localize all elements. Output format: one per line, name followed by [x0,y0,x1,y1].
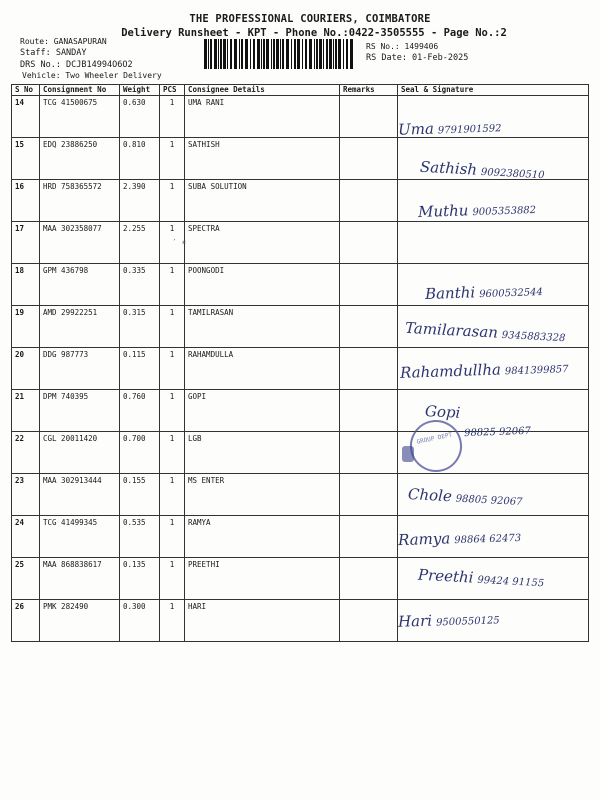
barcode-bar [250,39,251,69]
cell-consignee: PREETHI [185,558,340,600]
cell-remarks [340,264,398,306]
column-header: Seal & Signature [398,85,589,96]
cell-consignee: SUBA SOLUTION [185,180,340,222]
cell-sn: 22 [12,432,40,474]
signature-name: Muthu [417,201,469,222]
barcode-bar [220,39,222,69]
cell-sn: 21 [12,390,40,432]
cell-remarks [340,138,398,180]
cell-consignment: GPM 436798 [40,264,120,306]
cell-weight: 0.315 [120,306,160,348]
barcode-bar [346,39,348,69]
cell-consignee: UMA RANI [185,96,340,138]
table-header-row [12,85,589,96]
cell-consignee: SATHISH [185,138,340,180]
signature-name: Preethi [417,565,474,587]
barcode-bar [333,39,334,69]
barcode-bar [329,39,332,69]
cell-remarks [340,348,398,390]
delivery-stamp: GROUP DEPT [405,415,467,477]
cell-consignment: DDG 987773 [40,348,120,390]
signature-name: Rahamdullha [399,360,502,382]
barcode-bar [253,39,255,69]
cell-weight: 0.630 [120,96,160,138]
cell-pcs: 1 [160,474,185,516]
barcode-bar [230,39,232,69]
cell-pcs: 1 [160,348,185,390]
vehicle-label: Vehicle: Two Wheeler Delivery [22,71,162,80]
signature-name: Gopi [424,401,461,422]
signature-name: Sathish [419,157,478,179]
column-header: PCS [160,85,185,96]
barcode-bar [302,39,303,69]
barcode-bar [239,39,240,69]
signature-phone: 9600532544 [479,286,544,301]
barcode-bar [314,39,315,69]
signature-phone: 9092380510 [480,166,545,182]
barcode-bar [204,39,207,69]
cell-weight: 2.390 [120,180,160,222]
cell-weight: 0.115 [120,348,160,390]
rs-date: RS Date: 01-Feb-2025 [366,53,469,63]
signature [398,608,500,631]
cell-pcs: 1 [160,222,185,264]
table-row [12,600,589,642]
barcode-bar [291,39,292,69]
pen-marks: ′ ∗ [172,238,187,247]
signature-phone: 9791901592 [437,123,502,137]
cell-consignee: TAMILRASAN [185,306,340,348]
rs-number: RS No.: 1499406 [366,42,439,51]
cell-remarks [340,432,398,474]
table-row [12,96,589,138]
barcode-bar [335,39,337,69]
staff-label: Staff: SANDAY [20,48,87,58]
cell-weight: 0.535 [120,516,160,558]
barcode-bar [271,39,272,69]
cell-weight: 0.155 [120,474,160,516]
cell-pcs: 1 [160,516,185,558]
cell-pcs: 1 [160,306,185,348]
barcode-bar [227,39,228,69]
stamp-smudge [402,446,414,462]
cell-sn: 14 [12,96,40,138]
barcode-bar [263,39,265,69]
cell-sn: 23 [12,474,40,516]
cell-consignee: SPECTRA [185,222,340,264]
barcode-bar [282,39,284,69]
table-row [12,222,589,264]
cell-sn: 26 [12,600,40,642]
cell-remarks [340,96,398,138]
barcode-bar [326,39,328,69]
barcode-bar [257,39,260,69]
signature-name: Banthi [424,283,476,304]
cell-consignment: MAA 868838617 [40,558,120,600]
cell-pcs: 1 [160,96,185,138]
cell-sn: 20 [12,348,40,390]
cell-remarks [340,306,398,348]
cell-remarks [340,600,398,642]
route-label: Route: GANASAPURAN [20,37,107,46]
signature [0,0,4,19]
signature-name: Tamilarasan [404,318,499,342]
barcode-bar [261,39,262,69]
barcode-bar [343,39,344,69]
page-subtitle: Delivery Runsheet - KPT - Phone No.:0422-3505555 - Page No.:2 [121,27,507,39]
barcode-bar [316,39,318,69]
cell-weight: 2.255 [120,222,160,264]
signature-phone: 99424 91155 [477,574,545,590]
cell-pcs: 1 [160,180,185,222]
drs-number: DRS No.: DCJB14994O6O2 [20,60,133,70]
cell-remarks [340,516,398,558]
signature-name: Hari [397,611,433,631]
cell-consignment: MAA 302913444 [40,474,120,516]
cell-consignee: RAHAMDULLA [185,348,340,390]
barcode-bar [338,39,341,69]
column-header: Consignee Details [185,85,340,96]
cell-consignee: POONGODI [185,264,340,306]
cell-weight: 0.335 [120,264,160,306]
barcode-bar [280,39,281,69]
signature [398,116,502,139]
barcode-bar [294,39,296,69]
cell-consignment: PMK 282490 [40,600,120,642]
cell-consignee: GOPI [185,390,340,432]
signature-phone: 9841399857 [504,364,569,378]
cell-sn: 16 [12,180,40,222]
barcode-bar [241,39,243,69]
signature-phone: 9345883328 [501,329,566,345]
barcode-bar [319,39,322,69]
barcode-bar [214,39,217,69]
barcode-bar [273,39,275,69]
signature-name: Ramya [397,529,451,550]
barcode-bar [350,39,353,69]
cell-remarks [340,474,398,516]
cell-pcs: 1 [160,138,185,180]
barcode-bar [218,39,219,69]
barcode-image [204,39,354,69]
cell-consignment: EDQ 23886250 [40,138,120,180]
signature-phone [4,7,5,18]
signature [460,419,531,440]
cell-remarks [340,390,398,432]
cell-weight: 0.810 [120,138,160,180]
column-header: S No [12,85,40,96]
cell-consignee: MS ENTER [185,474,340,516]
barcode-bar [266,39,269,69]
cell-sn: 18 [12,264,40,306]
signature-phone: 9005353882 [472,204,537,219]
cell-weight: 0.700 [120,432,160,474]
cell-weight: 0.760 [120,390,160,432]
column-header: Remarks [340,85,398,96]
cell-pcs: 1 [160,600,185,642]
cell-consignee: RAMYA [185,516,340,558]
cell-pcs: 1 [160,264,185,306]
cell-sn: 25 [12,558,40,600]
cell-consignment: DPM 740395 [40,390,120,432]
cell-consignment: MAA 302358077 [40,222,120,264]
signature-name: Chole [407,485,453,506]
cell-sn: 15 [12,138,40,180]
signature-phone: 9500550125 [435,615,500,629]
cell-pcs: 1 [160,390,185,432]
cell-sn: 24 [12,516,40,558]
column-header: Weight [120,85,160,96]
cell-remarks [340,558,398,600]
cell-remarks [340,180,398,222]
cell-pcs: 1 [160,558,185,600]
barcode-bar [297,39,300,69]
barcode-bar [245,39,248,69]
cell-sn: 19 [12,306,40,348]
column-header: Consignment No [40,85,120,96]
cell-weight: 0.300 [120,600,160,642]
cell-sn: 17 [12,222,40,264]
barcode-bar [234,39,237,69]
cell-consignment: HRD 758365572 [40,180,120,222]
cell-signature [398,222,589,264]
barcode-bar [323,39,324,69]
cell-consignment: TCG 41499345 [40,516,120,558]
cell-pcs: 1 [160,432,185,474]
barcode-bar [276,39,279,69]
cell-consignment: AMD 29922251 [40,306,120,348]
barcode-bar [286,39,289,69]
signature-phone: 98825 92067 [463,425,532,440]
cell-weight: 0.135 [120,558,160,600]
barcode-bar [305,39,307,69]
signature-phone: 98864 62473 [454,532,522,547]
cell-consignee: LGB [185,432,340,474]
signature-name: Uma [397,119,435,139]
barcode-bar [208,39,209,69]
barcode-bar [210,39,212,69]
cell-consignee: HARI [185,600,340,642]
barcode-bar [309,39,312,69]
barcode-bar [223,39,226,69]
cell-consignment: TCG 41500675 [40,96,120,138]
cell-consignment: CGL 20011420 [40,432,120,474]
signature-phone: 98805 92067 [455,493,523,508]
page-title: THE PROFESSIONAL COURIERS, COIMBATORE [189,13,431,25]
cell-remarks [340,222,398,264]
signature [425,401,465,422]
